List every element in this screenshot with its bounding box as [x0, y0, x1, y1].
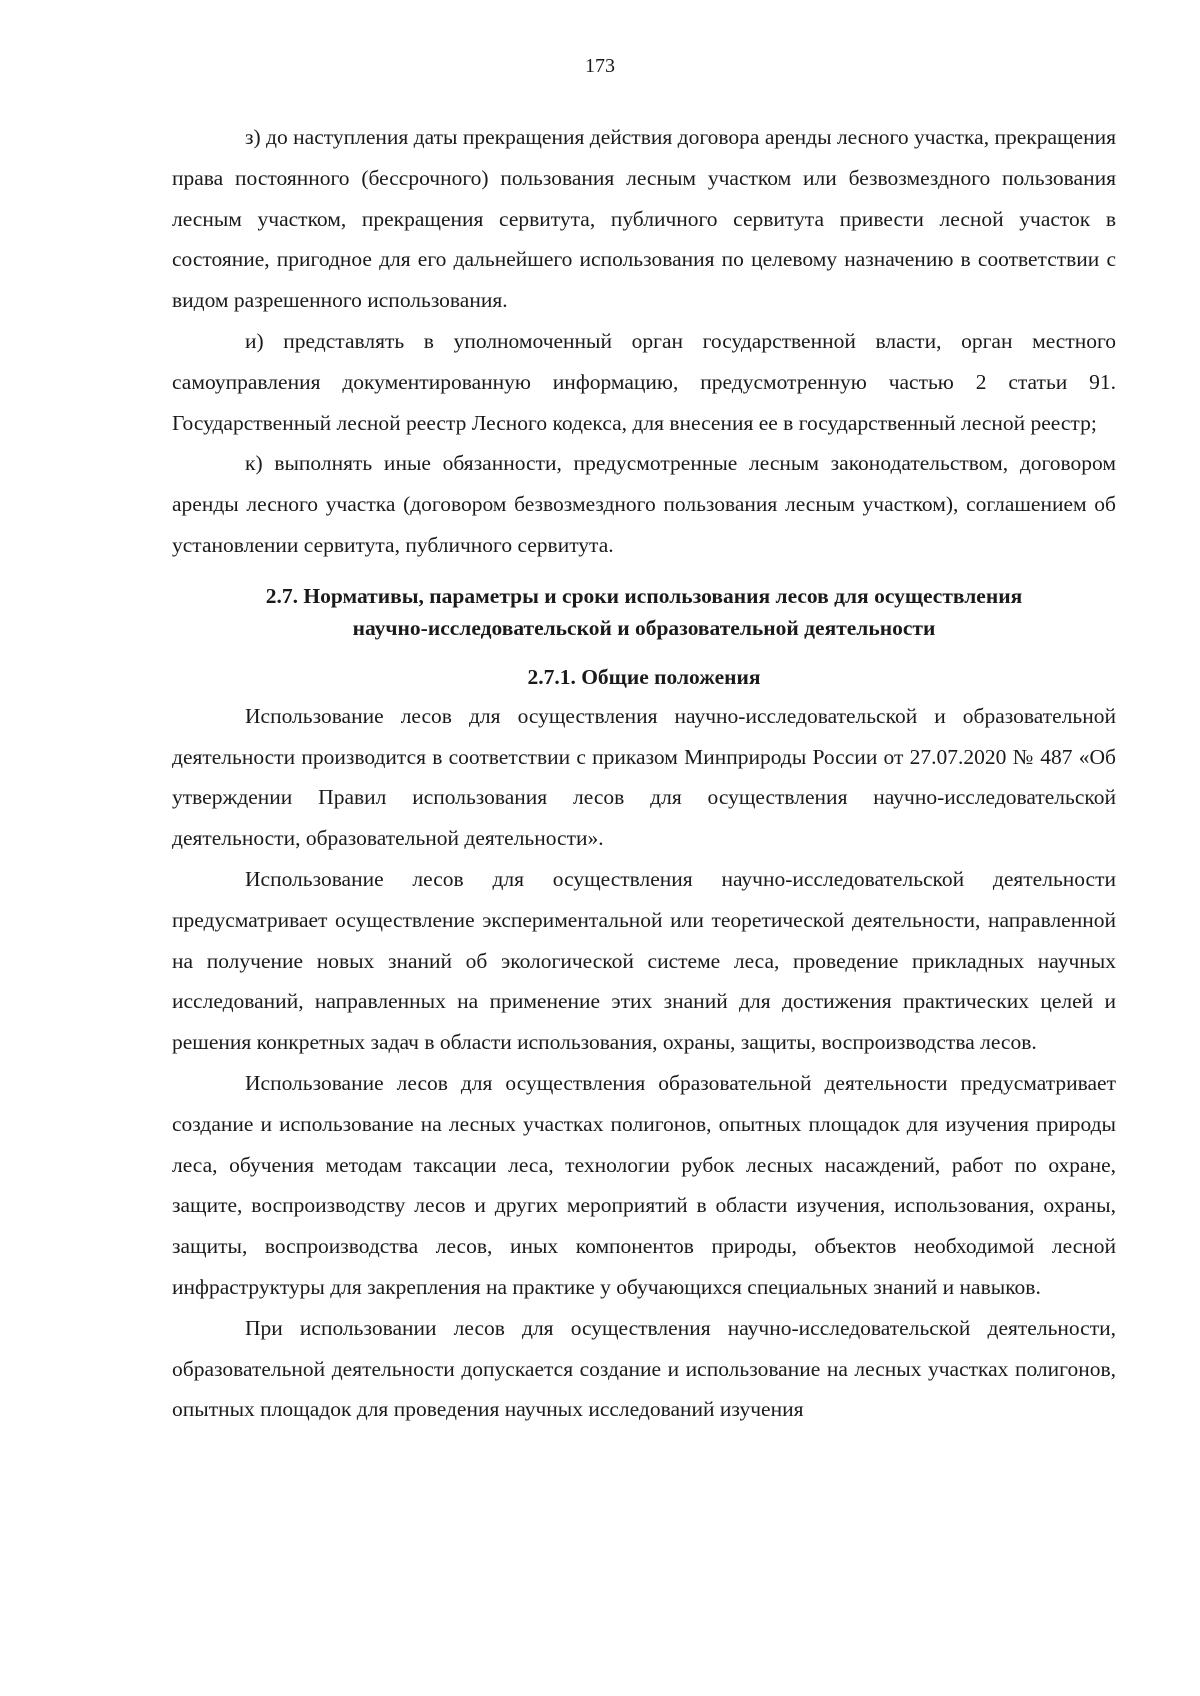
subsection-heading: 2.7.1. Общие положения [527, 664, 761, 689]
paragraph-general-3: Использование лесов для осуществления образовательной деятельности предусматривает создание и использование на лесных участках полигонов, опытных площадок для изучения природы леса, обучения методам таксации леса, технологии рубок лесных насаждений, работ по охране, защите, воспроизводству лесов и других мероприятий в области изучения, использования, охраны, защиты, воспроизводства лесов, иных компонентов природы, объектов необходимой лесной инфраструктуры для закрепления на практике у обучающихся специальных знаний и навыков. [172, 1070, 1116, 1299]
section-heading [172, 580, 1116, 644]
paragraph-i: и) представлять в уполномоченный орган государственной власти, орган местного самоуправления документированную информацию, предусмотренную частью 2 статьи 91. Государственный лесной реестр Лесного кодекса, для внесения ее в государственный лесной реестр; [172, 328, 1116, 435]
paragraph-z: з) до наступления даты прекращения действия договора аренды лесного участка, прекращения права постоянного (бессрочного) пользования лесным участком или безвозмездного пользования лесным участком, прекращения сервитута, публичного сервитута привести лесной участок в состояние, пригодное для его дальнейшего использования по целевому назначению в соответствии с видом разрешенного использования. [172, 125, 1116, 313]
section-heading-line-1: 2.7. Нормативы, параметры и сроки использования лесов для осуществления [265, 583, 1023, 608]
document-body [172, 117, 1116, 1430]
paragraph-general-4: При использовании лесов для осуществления научно-исследовательской деятельности, образовательной деятельности допускается создание и использование на лесных участках полигонов, опытных площадок для проведения научных исследований изучения [172, 1315, 1116, 1422]
section-heading-line-2: научно-исследовательской и образовательной деятельности [352, 615, 936, 640]
page-number: 173 [585, 55, 615, 77]
paragraph-general-2: Использование лесов для осуществления научно-исследовательской деятельности предусматривает осуществление экспериментальной или теоретической деятельности, направленной на получение новых знаний об экологической системе леса, проведение прикладных научных исследований, направленных на применение этих знаний для достижения практических целей и решения конкретных задач в области использования, охраны, защиты, воспроизводства лесов. [172, 866, 1116, 1055]
paragraph-k: к) выполнять иные обязанности, предусмотренные лесным законодательством, договором аренды лесного участка (договором безвозмездного пользования лесным участком), соглашением об установлении сервитута, публичного сервитута. [172, 451, 1116, 557]
paragraph-general-1: Использование лесов для осуществления научно-исследовательской и образовательной деятельности производится в соответствии с приказом Минприроды России от 27.07.2020 № 487 «Об утверждении Правил использования лесов для осуществления научно-исследовательской деятельности, образовательной деятельности». [172, 703, 1116, 851]
